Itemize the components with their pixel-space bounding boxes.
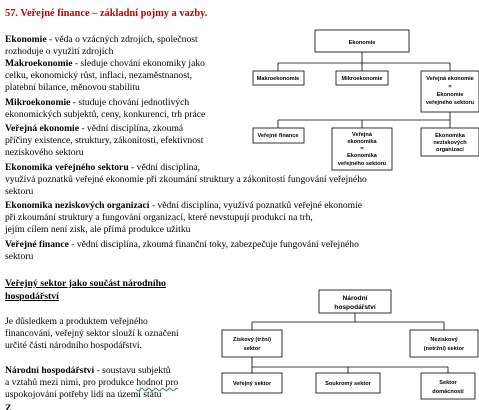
def-term: Veřejné finance	[5, 239, 69, 250]
diagram2-level2	[222, 330, 478, 357]
def-line: rozhoduje o využití zdrojích	[5, 46, 114, 57]
def-term: Ekonomika veřejného sektoru	[5, 162, 129, 173]
para-line: financování, veřejný sektor slouží k označení	[5, 328, 179, 339]
node-label: Veřejná ekonomie	[426, 76, 474, 82]
diagram1-root	[315, 30, 409, 52]
cut-off-line: Z	[5, 403, 12, 410]
section-heading: hospodářství	[5, 291, 59, 302]
def-line: neziskového sektoru	[5, 147, 84, 158]
def-term: Ekonomie	[5, 34, 47, 45]
node-label: Mikroekonomie	[341, 76, 383, 82]
def-text: - věda o vzácných zdrojích, společnost	[46, 34, 198, 45]
node-box	[222, 330, 282, 357]
def-term: Ekonomika neziskových organizací	[5, 200, 150, 211]
def-line: sektoru	[5, 251, 34, 262]
def-text: - vědní disciplína, využívá poznatků veřejné ekonomie	[149, 200, 363, 211]
node-label: Veřejná	[352, 132, 372, 138]
def-line: sektoru	[5, 186, 34, 197]
def-text: - vědní disciplína, zkoumá	[79, 123, 184, 134]
node-label: Ziskový (tržní)	[233, 337, 271, 343]
node-label: Ekonomie	[348, 40, 376, 46]
node-label: =	[360, 146, 364, 152]
section-heading: Veřejný sektor jako součást národního	[5, 278, 166, 289]
node-label: Soukromý sektor	[325, 381, 371, 387]
diagram2-root	[319, 290, 391, 313]
def-text: - vědní disciplína, zkoumá finanční toky, zabezpečuje fungování veřejného	[68, 239, 359, 250]
diagram2-level3	[222, 373, 475, 399]
node-label: veřejného sektoru	[425, 100, 475, 106]
def-term: Mikroekonomie	[5, 97, 71, 108]
def-term: Veřejná ekonomie	[5, 123, 79, 134]
para-line: určité části národního hospodářství.	[5, 340, 142, 351]
def-line: jejím cílem není zisk, ale přímá produkce užitku	[5, 224, 191, 235]
node-label: hospodářství	[334, 304, 376, 311]
node-label: veřejného sektoru	[337, 161, 387, 167]
node-label: Veřejný sektor	[232, 381, 272, 387]
def-text: - soustavu subjektů	[94, 365, 171, 376]
node-label: sektor	[243, 346, 261, 352]
node-label: Sektor	[439, 380, 457, 386]
node-label: Národní	[342, 295, 368, 302]
node-label: Makroekonomie	[256, 76, 300, 82]
node-label: Ekonomie	[436, 92, 464, 98]
para-text: a vztahů mezi nimi, pro produkce hodnot pro	[5, 377, 179, 388]
spellcheck-underline: hodnot pro	[136, 377, 179, 388]
def-line: platební bilance, měnovou stabilitu	[5, 82, 140, 93]
node-label: Veřejné finance	[257, 133, 299, 139]
node-label: Ekonomika	[347, 153, 377, 159]
node-box	[410, 330, 478, 357]
page-title: 57. Veřejné finance – základní pojmy a vazby.	[5, 8, 208, 19]
def-line: při zkoumání struktury a fungování organizací, které nevstupují produkcí na trh,	[5, 212, 313, 223]
node-label: Neziskový	[430, 337, 458, 343]
node-label: neziskových	[433, 140, 467, 146]
def-line: příčiny existence, struktury, zákonitosti, efektivnost	[5, 135, 204, 146]
diagram1-level2	[253, 71, 479, 112]
def-term: Národní hospodářství	[5, 365, 95, 376]
def-text: - vědní disciplína,	[128, 162, 201, 173]
node-box	[421, 373, 475, 399]
node-label: domácností	[432, 389, 464, 395]
node-label: ekonomika	[347, 139, 377, 145]
def-line: ekonomických subjektů, ceny, konkurenci, trh práce	[5, 109, 206, 120]
def-text: - studuje chování jednotlivých	[70, 97, 190, 108]
para-line: uspokojování potřeby lidí na území státu	[5, 389, 162, 400]
node-label: organizací	[436, 147, 464, 153]
para-line: Je důsledkem a produktem veřejného	[5, 316, 148, 327]
def-line: celku, ekonomický růst, inflaci, nezaměstnanost,	[5, 70, 193, 81]
def-term: Makroekonomie	[5, 58, 73, 69]
node-label: (netržní) sektor	[423, 346, 465, 352]
def-line: využívá poznatků veřejné ekonomie při zkoumání struktury a zákonitostí fungování veřejného	[5, 174, 367, 185]
def-text: - sleduje chování ekonomiky jako	[72, 58, 205, 69]
node-label: Ekonomika	[435, 133, 465, 139]
diagram1-level3	[253, 128, 479, 170]
node-label: =	[448, 84, 452, 90]
